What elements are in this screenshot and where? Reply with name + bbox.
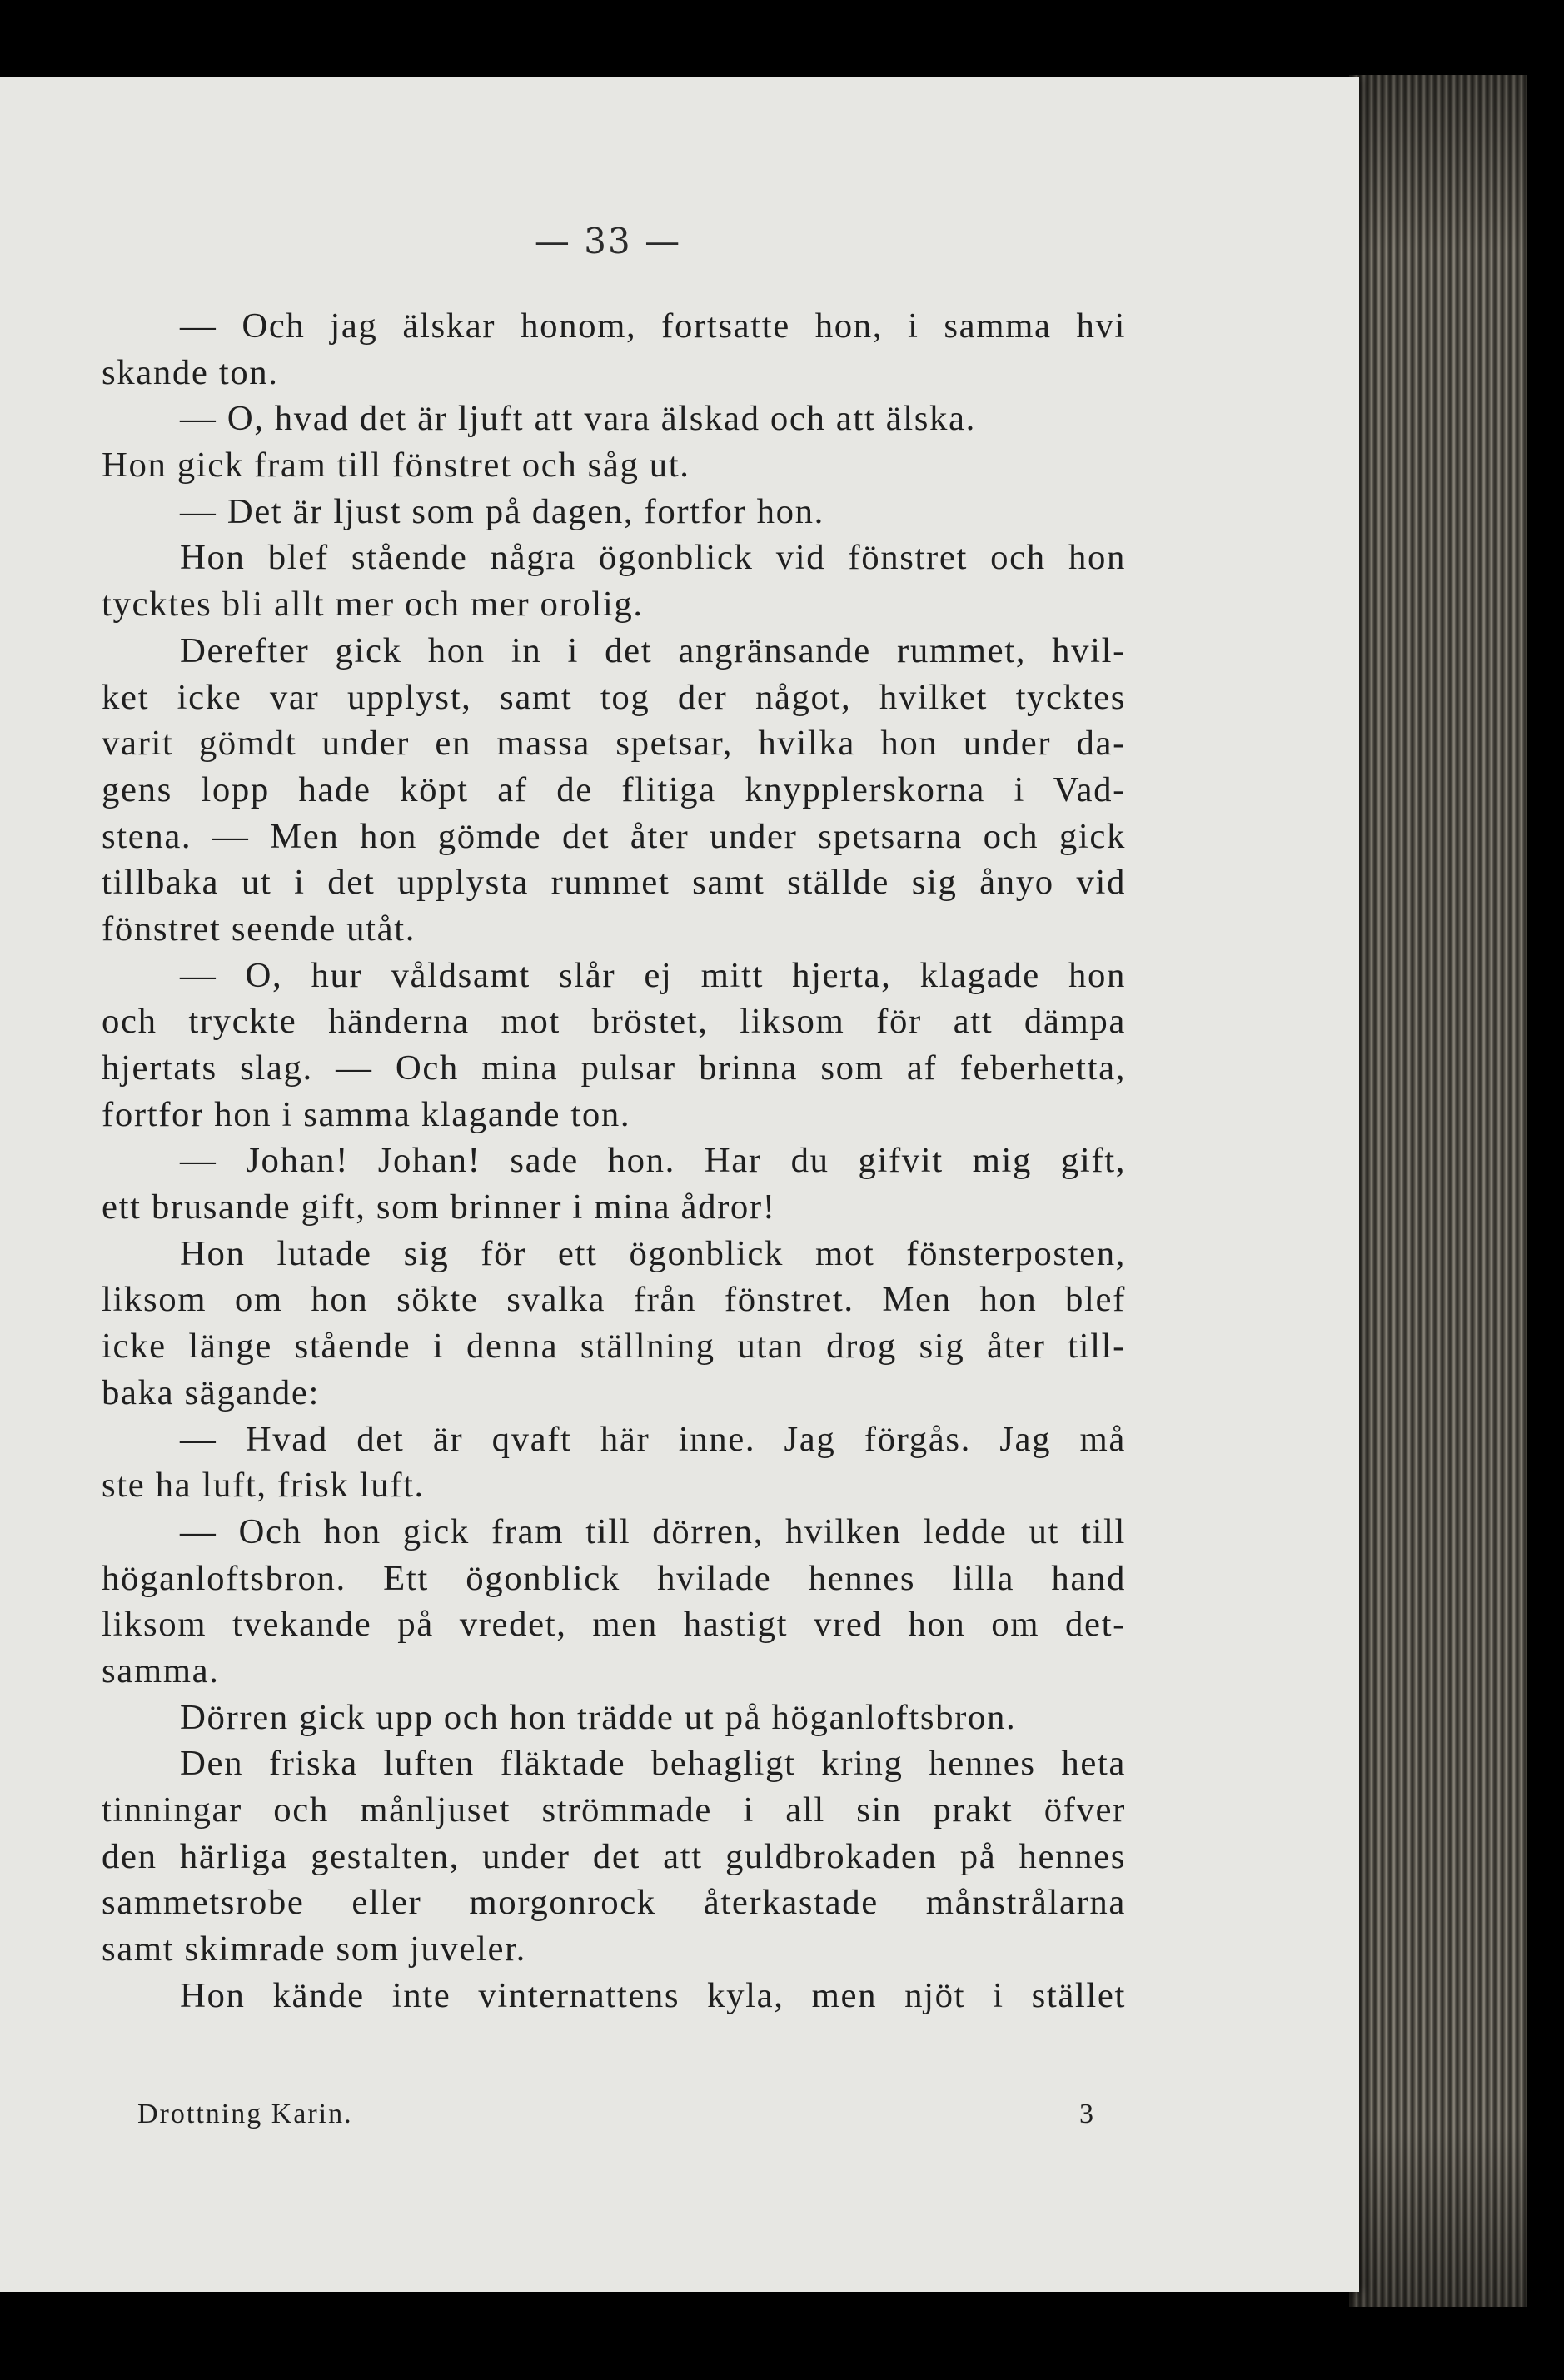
text-line: sammetsrobe eller morgonrock återkastade månstrålarna [102,1883,1126,1923]
text-line: baka sägande: [102,1372,321,1412]
text-line: tillbaka ut i det upplysta rummet samt ställde sig ånyo vid [102,863,1126,903]
text-line: liksom tvekande på vredet, men hastigt vred hon om det- [102,1605,1126,1645]
text-line: — Det är ljust som på dagen, fortfor hon. [180,491,824,531]
text-line: höganloftsbron. Ett ögonblick hvilade hennes lilla hand [102,1558,1126,1598]
text-line: — Hvad det är qvaft här inne. Jag förgås. Jag må [180,1419,1126,1459]
text-line: fönstret seende utåt. [102,909,416,949]
text-line: gens lopp hade köpt af de flitiga knypplerskorna i Vad- [102,769,1126,809]
body-text [102,303,1126,2019]
text-line: skande ton. [102,352,279,392]
text-line: Hon kände inte vinternattens kyla, men njöt i stället [180,1975,1126,2015]
text-line: — O, hur våldsamt slår ej mitt hjerta, klagade hon [180,955,1126,995]
text-line: ket icke var upplyst, samt tog der något, hvilket tycktes [102,677,1126,717]
text-line: — Och jag älskar honom, fortsatte hon, i samma hvi [180,306,1126,346]
text-line: tinningar och månljuset strömmade i all sin prakt öfver [102,1790,1126,1830]
text-line: varit gömdt under en massa spetsar, hvilka hon under da- [102,724,1126,764]
text-line: Den friska luften fläktade behagligt kring hennes heta [180,1744,1126,1784]
text-line: den härliga gestalten, under det att guldbrokaden på hennes [102,1836,1126,1876]
text-line: och tryckte händerna mot bröstet, liksom för att dämpa [102,1002,1126,1042]
page-number: — 33 — [534,221,682,261]
text-line: icke länge stående i denna ställning utan drog sig åter till- [102,1327,1126,1367]
text-line: ste ha luft, frisk luft. [102,1466,425,1506]
text-line: Derefter gick hon in i det angränsande rummet, hvil- [180,630,1126,670]
text-line: tycktes bli allt mer och mer orolig. [102,585,644,625]
text-line: — Johan! Johan! sade hon. Har du gifvit mig gift, [180,1141,1126,1181]
paper-page [0,77,1359,2292]
book-page-edges [1349,75,1527,2307]
text-line: liksom om hon sökte svalka från fönstret. Men hon blef [102,1280,1126,1320]
text-line: Dörren gick upp och hon trädde ut på höganloftsbron. [180,1697,1017,1737]
text-line: samma. [102,1651,220,1690]
text-line: — Och hon gick fram till dörren, hvilken ledde ut till [180,1511,1126,1551]
text-line: Hon blef stående några ögonblick vid fönstret och hon [180,538,1126,578]
text-line: fortfor hon i samma klagande ton. [102,1094,631,1134]
text-line: ett brusande gift, som brinner i mina ådror! [102,1188,776,1227]
text-line: stena. — Men hon gömde det åter under spetsarna och gick [102,816,1126,856]
text-line: Hon lutade sig för ett ögonblick mot fönsterposten, [180,1233,1126,1273]
text-line: hjertats slag. — Och mina pulsar brinna som af feberhetta, [102,1048,1126,1088]
text-line: samt skimrade som juveler. [102,1929,526,1969]
signature-mark: Drottning Karin. [137,2099,353,2129]
text-line: Hon gick fram till fönstret och såg ut. [102,446,690,485]
text-line: — O, hvad det är ljuft att vara älskad och att älska. [180,399,976,439]
signature-number: 3 [1079,2099,1095,2129]
